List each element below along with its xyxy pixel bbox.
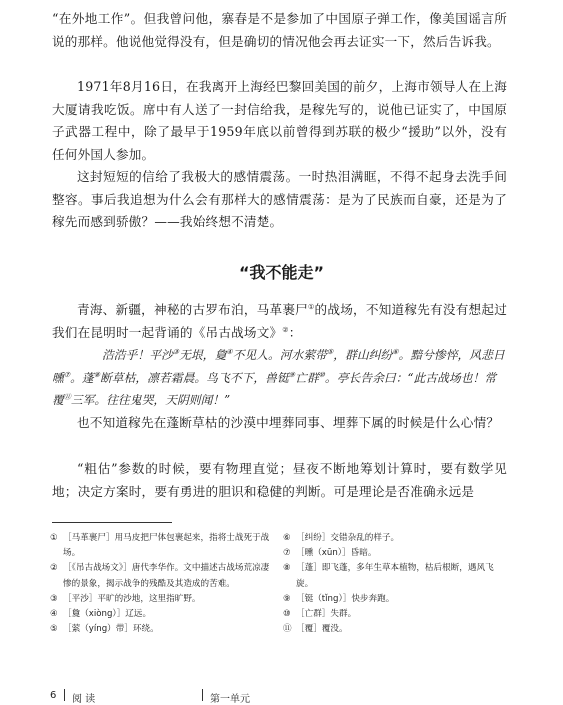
footnote-text: ［敻（xiòng）］辽远。: [63, 609, 152, 620]
footnotes-right-column: [283, 531, 508, 637]
footnote-item: [283, 607, 508, 622]
footnote-text: ［覆］覆没。: [296, 624, 348, 635]
poem-seg: 。黯兮惨悴，风悲日曛: [52, 348, 505, 385]
footnote-text: ［铤（tǐng）］快步奔跑。: [296, 593, 395, 604]
footnote-item: [283, 561, 508, 591]
footnote-number: ⑨: [283, 593, 291, 604]
footnote-number: ⑪: [283, 624, 292, 635]
poem-seg: ，群山纠纷: [333, 348, 393, 362]
footnote-number: ⑦: [283, 548, 291, 559]
footnote-text: ［蓬］即飞蓬，多年生草本植物，枯后根断，遇风飞旋。: [296, 563, 494, 589]
footnote-text: ［萦（yíng）带］环绕。: [63, 624, 159, 635]
poem-seg: 无垠，敻: [179, 348, 227, 362]
footnote-ref: ⑦: [63, 370, 71, 379]
footnote-ref: ③: [172, 348, 180, 357]
poem-seg: 。亭长告余曰：“此古战场也！常覆: [52, 370, 497, 407]
footnote-text: ［《吊古战场文》］唐代李华作。文中描述古战场荒凉凄惨的景象，揭示战争的残酷及其造成的苦难。: [63, 563, 270, 589]
footnote-item: [50, 531, 272, 561]
footnote-text: ［亡群］失群。: [296, 609, 357, 620]
footnote-ref: ⑤: [326, 348, 334, 357]
footnote-text: ［曛（xūn）］昏暗。: [296, 548, 377, 559]
footer-book-title: 阅 读: [72, 694, 96, 705]
footnote-ref: ⑨: [288, 370, 296, 379]
paragraph-5: 也不知道稼先在蓬断草枯的沙漠中埋葬同事、埋葬下属的时候是什么心情？: [77, 415, 500, 430]
paragraph-6: “粗估”参数的时候，要有物理直觉；昼夜不断地筹划计算时，要有数学见地；决定方案时，要有勇进的胆识和稳健的判断。可是理论是否准确永远是: [52, 461, 507, 499]
footer-unit-title: 第一单元: [210, 694, 250, 705]
poem-seg: 。蓬: [70, 370, 94, 385]
footnote-number: ③: [50, 593, 58, 604]
section-title: “我不能走”: [238, 263, 325, 282]
footer-separator: [64, 689, 65, 701]
footnote-number: ②: [50, 563, 58, 574]
footnote-divider: [52, 522, 172, 523]
footnote-item: [50, 607, 272, 622]
footnote-number: ⑤: [50, 624, 58, 635]
footnote-ref: ⑪: [63, 393, 71, 402]
paragraph-4: [52, 299, 507, 344]
footnote-item: [283, 622, 508, 637]
footnote-number: ①: [50, 533, 58, 543]
footnote-item: [50, 592, 272, 607]
page-number: 6: [50, 690, 57, 701]
quoted-poem: [52, 344, 507, 412]
footnote-ref: ④: [226, 348, 233, 357]
paragraph-2: 1971年8月16日，在我离开上海经巴黎回美国的前夕，上海市领导人在上海大厦请我吃饭。席中有人送了一封信给我，是稼先写的，说他已证实了，中国原子武器工程中，除了最早于1959年底以前曾得到苏联的极少“援助”以外，没有任何外国人参加。: [52, 79, 507, 162]
footnote-number: ⑧: [283, 563, 291, 574]
footnote-ref-2: ②: [282, 325, 289, 334]
footnote-item: [283, 546, 508, 561]
footnote-item: [50, 622, 272, 637]
footnote-item: [283, 531, 508, 546]
paragraph-4-text-c: ：: [288, 324, 302, 340]
paragraph-4-text-b: 的战场，不知道稼先有没有想起过我们在昆明时一起背诵的《吊古战场文》: [52, 302, 507, 340]
footnote-number: ⑥: [283, 533, 291, 543]
poem-seg: 不见人。河水萦带: [232, 348, 327, 362]
poem-seg: 三军。往往鬼哭，天阴则闻！”: [70, 393, 231, 407]
footnote-ref: ⑩: [318, 370, 325, 379]
footnote-number: ⑩: [283, 609, 291, 620]
footnote-item: [50, 561, 272, 591]
paragraph-3: 这封短短的信给了我极大的感情震荡。一时热泪满眶，不得不起身去洗手间整容。事后我追想为什么会有那样大的感情震荡：是为了民族而自豪，还是为了稼先而感到骄傲？——我始终想不清楚。: [52, 169, 507, 229]
poem-seg: 断草枯，凛若霜晨。鸟飞不下，兽铤: [99, 370, 289, 385]
footnote-item: [283, 592, 508, 607]
poem-seg: 亡群: [295, 370, 319, 385]
poem-seg: 浩浩乎！平沙: [102, 348, 173, 362]
footer-separator: [202, 689, 203, 701]
footnote-text: ［平沙］平旷的沙地，这里指旷野。: [63, 593, 201, 604]
paragraph-4-text-a: 青海、新疆，神秘的古罗布泊，马革裹尸: [77, 302, 309, 317]
footnote-ref: ⑥: [392, 348, 399, 357]
paragraph-1: “在外地工作”。但我曾问他，寨春是不是参加了中国原子弹工作，像美国谣言所说的那样。他说他觉得没有，但是确切的情况他会再去证实一下，然后告诉我。: [52, 11, 507, 49]
footnote-ref: ⑧: [93, 370, 100, 379]
footnotes-left-column: [50, 531, 272, 637]
footnote-ref-1: ①: [308, 302, 315, 311]
footnote-text: ［马革裹尸］用马皮把尸体包裹起来，指将士战死于战场。: [63, 533, 270, 559]
footnote-number: ④: [50, 609, 58, 620]
footnote-text: ［纠纷］交错杂乱的样子。: [296, 533, 400, 543]
